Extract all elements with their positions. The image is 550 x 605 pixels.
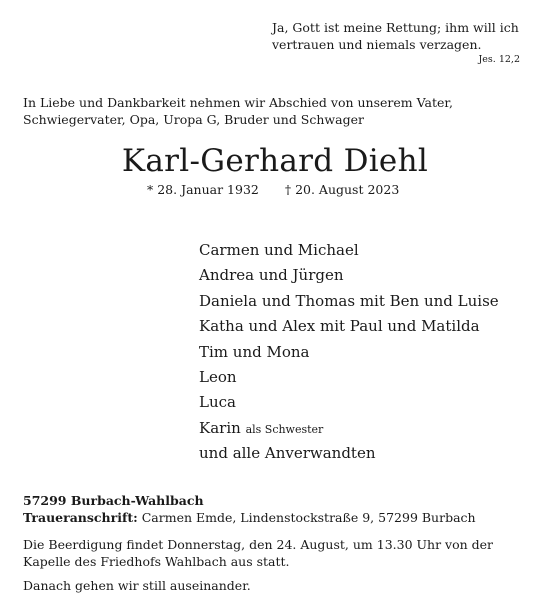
funeral-line-1: Die Beerdigung findet Donnerstag, den 24. August, um 13.30 Uhr von der: [23, 537, 494, 552]
verse-line-1: Ja, Gott ist meine Rettung; ihm will ich: [272, 20, 519, 35]
address-row: [23, 509, 533, 526]
deceased-name: Karl-Gerhard Diehl: [121, 143, 429, 179]
intro-line-2: Schwiegervater, Opa, Uropa G, Bruder und Schwager: [23, 112, 364, 127]
life-dates: [147, 181, 447, 199]
family-member: Daniela und Thomas mit Ben und Luise: [199, 291, 499, 310]
family-member: Carmen und Michael: [199, 241, 359, 259]
family-member: Luca: [199, 393, 236, 412]
family-member: Katha und Alex mit Paul und Matilda: [199, 317, 480, 336]
bible-verse: [272, 19, 530, 66]
location: 57299 Burbach-Wahlbach: [23, 493, 204, 508]
family-member: Tim und Mona: [199, 342, 310, 361]
family-member: Andrea und Jürgen: [199, 266, 344, 285]
intro-line-1: In Liebe und Dankbarkeit nehmen wir Abschied von unserem Vater,: [23, 95, 453, 110]
address: Carmen Emde, Lindenstockstraße 9, 57299 Burbach: [141, 510, 476, 525]
verse-line-2: vertrauen und niemals verzagen.: [272, 37, 482, 52]
sister-name: Karin: [199, 418, 241, 437]
family-list: [199, 238, 539, 467]
family-member: Leon: [199, 367, 237, 386]
funeral-line-2: Kapelle des Friedhofs Wahlbach aus statt.: [23, 554, 290, 569]
intro-text: [23, 94, 533, 128]
sister-note: als Schwester: [245, 422, 324, 436]
address-label: Traueranschrift:: [23, 510, 138, 525]
closing-line: Danach gehen wir still auseinander.: [23, 578, 251, 593]
verse-reference: Jes. 12,2: [478, 54, 520, 65]
sister-entry: [199, 416, 539, 441]
birth-date: * 28. Januar 1932: [147, 182, 259, 197]
death-date: † 20. August 2023: [284, 182, 400, 197]
relatives-entry: und alle Anverwandten: [199, 444, 376, 463]
footer-info: [23, 492, 533, 594]
